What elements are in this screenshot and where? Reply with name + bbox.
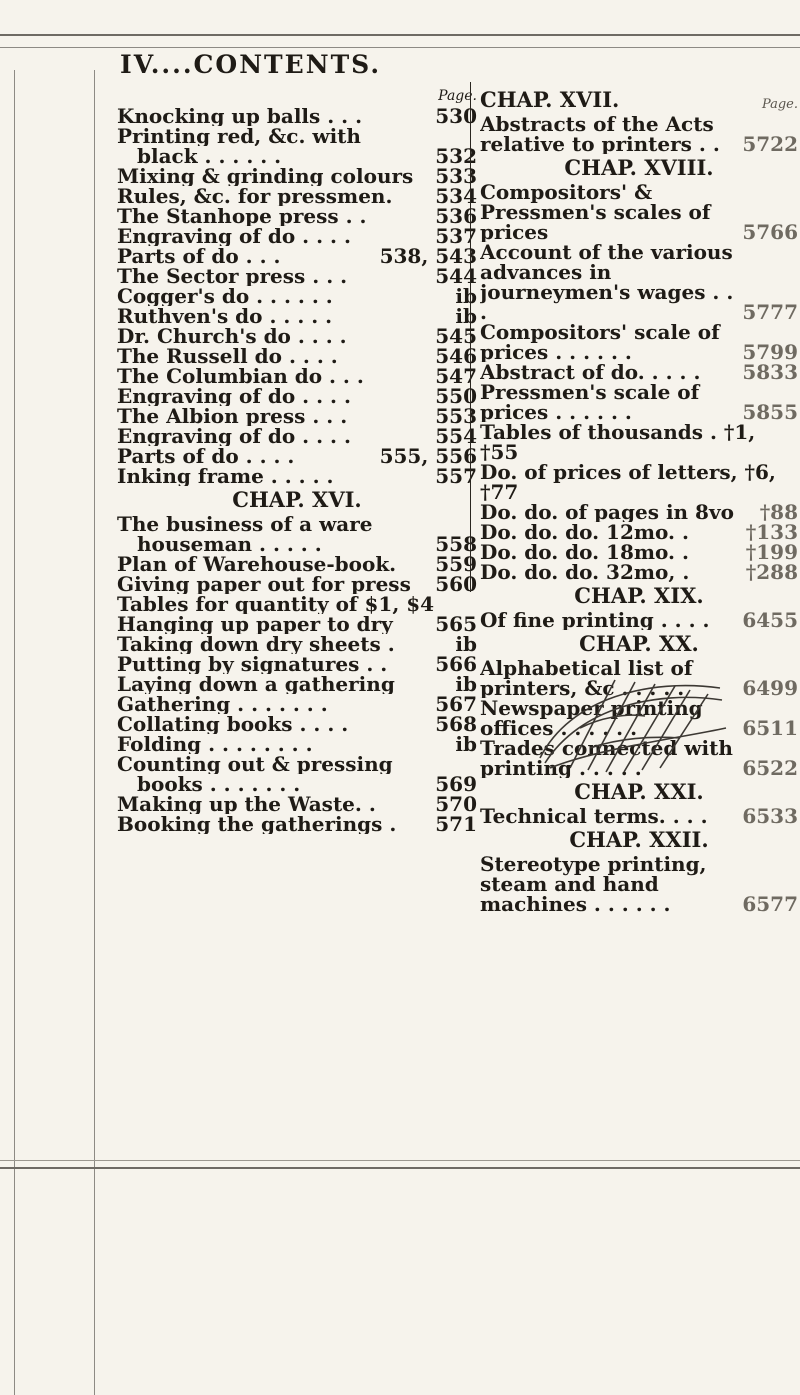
entry-title: Abstract of do. . . . . [480, 362, 701, 382]
toc-entry [117, 146, 477, 166]
entry-title: Printing red, &c. with [117, 126, 361, 146]
chapter-heading: CHAP. XXI. [574, 779, 704, 804]
toc-entry [117, 326, 477, 346]
top-rule-thin [0, 47, 800, 48]
entry-page: 559 [435, 552, 477, 576]
entry-title: Trades connected with printing . . . . . [480, 738, 733, 778]
entry-page: 568 [435, 712, 477, 736]
toc-entry [117, 634, 477, 654]
entry-page: 5855 [742, 400, 798, 424]
toc-entry [480, 522, 798, 542]
toc-entry [480, 114, 798, 154]
entry-page: 5766 [742, 220, 798, 244]
entry-title: Inking frame . . . . . [117, 466, 334, 486]
entry-page: 530 [435, 104, 477, 128]
toc-entry [480, 806, 798, 826]
entry-page: 6577 [742, 892, 798, 916]
toc-entry [117, 654, 477, 674]
left-column-head [117, 86, 477, 104]
entry-page: 571 [435, 812, 477, 836]
toc-entry [480, 502, 798, 522]
toc-entry [480, 854, 798, 914]
entry-page: 565 [435, 612, 477, 636]
entry-page: ib [455, 284, 477, 308]
entry-page: 544 [435, 264, 477, 288]
entry-page: †288 [745, 560, 798, 584]
entry-page: 533 [435, 164, 477, 188]
entry-title: Do. do. of pages in 8vo [480, 502, 734, 522]
toc-entry [117, 534, 477, 554]
toc-entry [480, 182, 798, 242]
entry-title: books . . . . . . . [137, 774, 301, 794]
entry-title: Newspaper printing offices . . . . . . [480, 698, 703, 738]
entry-page: 550 [435, 384, 477, 408]
entry-title: Do. do. do. 12mo. . [480, 522, 689, 542]
toc-entry [117, 366, 477, 386]
left-entries [117, 106, 477, 834]
toc-entry [117, 614, 477, 634]
entry-title: Mixing & grinding colours [117, 166, 414, 186]
entry-page: 5833 [742, 360, 798, 384]
chapter-heading: CHAP. XVIII. [564, 155, 714, 180]
entry-title: Folding . . . . . . . . [117, 734, 313, 754]
decorative-tailpiece-graphic [530, 668, 730, 778]
chapter-heading: CHAP. XXII. [569, 827, 709, 852]
toc-entry [117, 206, 477, 226]
toc-entry [117, 166, 477, 186]
toc-entry [480, 242, 798, 322]
entry-title: Counting out & pressing [117, 754, 393, 774]
entry-page: 557 [435, 464, 477, 488]
entry-page: 547 [435, 364, 477, 388]
toc-entry [117, 714, 477, 734]
entry-title: Knocking up balls . . . [117, 106, 363, 126]
entry-page: 5799 [742, 340, 798, 364]
entry-title: houseman . . . . . [137, 534, 322, 554]
entry-page: 5722 [742, 132, 798, 156]
entry-page: 560 [435, 572, 477, 596]
entry-title: Ruthven's do . . . . . [117, 306, 333, 326]
entry-title: Dr. Church's do . . . . [117, 326, 347, 346]
entry-title: Do. do. do. 18mo. . [480, 542, 689, 562]
entry-page: †199 [745, 540, 798, 564]
toc-entry [117, 226, 477, 246]
entry-page: 537 [435, 224, 477, 248]
entry-page: ib [455, 632, 477, 656]
entry-title: Collating books . . . . [117, 714, 349, 734]
entry-page: ib [455, 672, 477, 696]
toc-entry [117, 774, 477, 794]
toc-entry [117, 306, 477, 326]
entry-title: Technical terms. . . . [480, 806, 708, 826]
entry-title: Engraving of do . . . . [117, 386, 351, 406]
entry-page: ib [455, 732, 477, 756]
entry-title: The business of a ware [117, 514, 373, 534]
toc-entry [117, 426, 477, 446]
entry-title: Abstracts of the Acts relative to printers . . [480, 114, 720, 154]
toc-entry [117, 674, 477, 694]
entry-page: 6511 [742, 716, 798, 740]
toc-entry [480, 562, 798, 582]
entry-title: Engraving of do . . . . [117, 426, 351, 446]
entry-page: 5777 [742, 300, 798, 324]
entry-title: Engraving of do . . . . [117, 226, 351, 246]
entry-title: Plan of Warehouse-book. [117, 554, 397, 574]
toc-entry [117, 694, 477, 714]
entry-title: Do. of prices of letters, †6, †77 [480, 462, 776, 502]
toc-entry [480, 610, 798, 630]
toc-entry [117, 346, 477, 366]
toc-entry [117, 574, 477, 594]
entry-title: The Columbian do . . . [117, 366, 364, 386]
chapter-heading: CHAP. XIX. [574, 583, 704, 608]
entry-title: Booking the gatherings . [117, 814, 397, 834]
page-header: IV....CONTENTS. [120, 50, 382, 79]
toc-entry [117, 286, 477, 306]
entry-page: 570 [435, 792, 477, 816]
toc-entry [117, 754, 477, 774]
entry-page: 546 [435, 344, 477, 368]
entry-page: 558 [435, 532, 477, 556]
toc-entry [117, 814, 477, 834]
toc-entry [480, 322, 798, 362]
entry-title: The Sector press . . . [117, 266, 348, 286]
toc-entry [117, 794, 477, 814]
entry-page: 6499 [742, 676, 798, 700]
toc-entry [480, 422, 798, 462]
entry-page: 6455 [742, 608, 798, 632]
page-label: Page. [761, 97, 798, 112]
entry-page: †88 [759, 500, 798, 524]
bottom-rule-thin [0, 1160, 800, 1161]
entry-page: 553 [435, 404, 477, 428]
toc-entry [117, 106, 477, 126]
entry-page: 555, 556 [379, 444, 477, 468]
toc-entry [117, 594, 477, 614]
entry-title: Account of the various advances in journeymen's wages . . . [480, 242, 734, 322]
entry-page: 534 [435, 184, 477, 208]
entry-title: Pressmen's scale of prices . . . . . . [480, 382, 700, 422]
entry-title: black . . . . . . [137, 146, 282, 166]
entry-title: Of fine printing . . . . [480, 610, 710, 630]
toc-entry [480, 542, 798, 562]
right-entries [480, 114, 798, 914]
entry-title: Gathering . . . . . . . [117, 694, 328, 714]
entry-title: Compositors' scale of prices . . . . . . [480, 322, 720, 362]
left-edge-line [14, 70, 15, 1395]
chapter-heading: CHAP. XVI. [232, 487, 362, 512]
toc-entry [117, 446, 477, 466]
entry-page: 566 [435, 652, 477, 676]
entry-title: Giving paper out for press [117, 574, 411, 594]
bottom-rule [0, 1167, 800, 1169]
right-column [480, 86, 798, 914]
chapter-heading: CHAP. XVII. [480, 87, 620, 112]
entry-page: 545 [435, 324, 477, 348]
entry-page: 6533 [742, 804, 798, 828]
entry-title: Tables of thousands . †1, †55 [480, 422, 756, 462]
entry-title: Cogger's do . . . . . . [117, 286, 333, 306]
entry-page: 6522 [742, 756, 798, 780]
entry-page: 532 [435, 144, 477, 168]
toc-entry [117, 554, 477, 574]
toc-entry [480, 382, 798, 422]
chapter-heading: CHAP. XX. [579, 631, 699, 656]
toc-entry [117, 386, 477, 406]
entry-page: 536 [435, 204, 477, 228]
entry-title: Parts of do . . . [117, 246, 281, 266]
entry-title: Tables for quantity of $1, $4 [117, 594, 435, 614]
entry-page: †133 [745, 520, 798, 544]
entry-title: Rules, &c. for pressmen. [117, 186, 393, 206]
entry-title: Compositors' & Pressmen's scales of prices [480, 182, 711, 242]
entry-title: Alphabetical list of printers, &c . . . . . [480, 658, 693, 698]
entry-title: Putting by signatures . . [117, 654, 388, 674]
column-divider [470, 82, 471, 592]
toc-entry [117, 126, 477, 146]
toc-entry [480, 462, 798, 502]
toc-entry [480, 362, 798, 382]
entry-title: The Albion press . . . [117, 406, 348, 426]
left-margin-line [94, 70, 95, 1395]
entry-title: Do. do. do. 32mo, . [480, 562, 690, 582]
entry-page: ib [455, 304, 477, 328]
toc-entry [117, 734, 477, 754]
entry-title: Stereotype printing, steam and hand machines . . . . . . [480, 854, 707, 914]
entry-page: 567 [435, 692, 477, 716]
toc-entry [117, 246, 477, 266]
left-column [117, 86, 477, 834]
entry-title: Taking down dry sheets . [117, 634, 395, 654]
entry-page: 554 [435, 424, 477, 448]
top-rule [0, 34, 800, 36]
toc-entry [117, 466, 477, 486]
toc-entry [117, 514, 477, 534]
entry-title: Hanging up paper to dry [117, 614, 393, 634]
toc-entry [117, 406, 477, 426]
toc-entry [117, 186, 477, 206]
toc-entry [117, 266, 477, 286]
entry-title: Laying down a gathering [117, 674, 395, 694]
entry-title: Making up the Waste. . [117, 794, 376, 814]
entry-page: 569 [435, 772, 477, 796]
entry-title: Parts of do . . . . [117, 446, 295, 466]
right-column-head [480, 86, 798, 112]
page-label: Page. [438, 88, 477, 104]
entry-title: The Russell do . . . . [117, 346, 338, 366]
entry-page: 538, 543 [379, 244, 477, 268]
entry-title: The Stanhope press . . [117, 206, 367, 226]
